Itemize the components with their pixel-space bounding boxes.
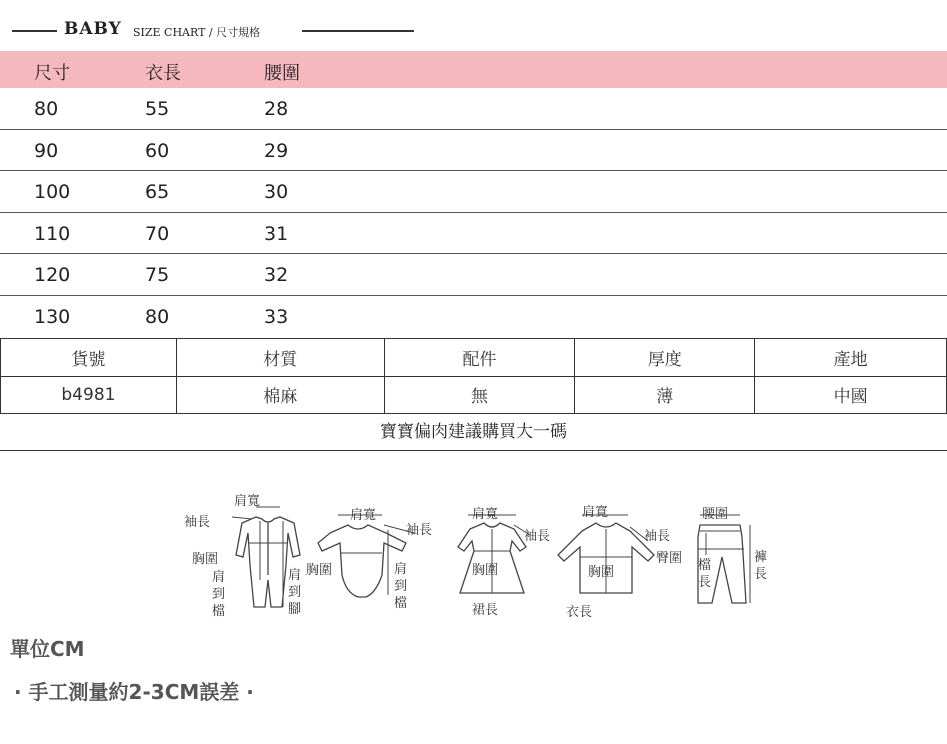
info-header-origin: 產地 xyxy=(755,339,947,377)
cell-waist: 33 xyxy=(264,305,289,328)
bodysuit-chest-label: 胸圍 xyxy=(306,563,333,578)
top-sleeve-label: 袖長 xyxy=(644,529,671,544)
col-waist: 腰圍 xyxy=(264,63,300,84)
info-item-no: b4981 xyxy=(1,376,177,414)
info-header-thickness: 厚度 xyxy=(575,339,755,377)
dress-skirt-label: 裙長 xyxy=(472,603,499,618)
cell-length: 80 xyxy=(145,305,170,328)
pants-length-label: 褲長 xyxy=(754,550,768,582)
romper-shoulder-crotch-label: 肩到檔 xyxy=(212,570,226,619)
info-header-row xyxy=(1,339,947,377)
info-thickness: 薄 xyxy=(575,376,755,414)
top-length-label: 衣長 xyxy=(566,605,593,620)
romper-shoulder-label: 肩寬 xyxy=(234,494,261,509)
table-row xyxy=(0,171,947,213)
pants-rise-label: 檔長 xyxy=(698,558,712,590)
bodysuit-sleeve-label: 袖長 xyxy=(406,523,433,538)
col-length: 衣長 xyxy=(145,63,181,84)
unit-label: 單位CM xyxy=(10,637,85,661)
cell-length: 60 xyxy=(145,139,170,162)
bodysuit-shoulder-label: 肩寬 xyxy=(350,508,377,523)
cell-waist: 29 xyxy=(264,139,289,162)
table-row xyxy=(0,213,947,255)
info-header-accessories: 配件 xyxy=(384,339,575,377)
size-chart-header xyxy=(10,14,430,46)
measurement-diagrams xyxy=(170,485,790,630)
cell-waist: 30 xyxy=(264,181,289,203)
dress-shoulder-label: 肩寬 xyxy=(472,507,499,522)
product-info-table xyxy=(0,338,947,414)
size-advice-note: 寶寶偏肉建議購買大一碼 xyxy=(0,413,947,451)
info-header-item-no: 貨號 xyxy=(1,339,177,377)
table-row xyxy=(0,296,947,338)
cell-waist: 31 xyxy=(264,222,289,245)
romper-shoulder-foot-label: 肩到腳 xyxy=(288,568,302,617)
brand-title: BABY xyxy=(64,19,122,39)
table-row xyxy=(0,88,947,130)
dress-sketch xyxy=(458,515,530,593)
size-table-header xyxy=(0,51,947,88)
cell-size: 90 xyxy=(34,139,59,162)
cell-size: 110 xyxy=(34,222,71,245)
cell-length: 75 xyxy=(145,264,170,286)
header-subtitle: SIZE CHART / 尺寸規格 xyxy=(133,26,261,39)
size-table xyxy=(0,51,947,337)
cell-waist: 28 xyxy=(264,98,289,120)
info-origin: 中國 xyxy=(755,376,947,414)
cell-length: 65 xyxy=(145,181,170,203)
info-material: 棉麻 xyxy=(176,376,384,414)
cell-size: 80 xyxy=(34,98,59,120)
info-value-row xyxy=(1,376,947,414)
measurement-error-note: · 手工測量約2-3CM誤差 · xyxy=(14,680,254,704)
cell-length: 70 xyxy=(145,222,170,245)
pants-hip-label: 臀圍 xyxy=(656,551,683,566)
cell-size: 130 xyxy=(34,305,71,328)
romper-sleeve-label: 袖長 xyxy=(184,515,211,530)
cell-size: 120 xyxy=(34,264,71,286)
cell-waist: 32 xyxy=(264,264,289,286)
dress-sleeve-label: 袖長 xyxy=(524,529,551,544)
pants-waist-label: 腰圍 xyxy=(702,507,729,522)
col-size: 尺寸 xyxy=(34,63,70,84)
table-row xyxy=(0,130,947,172)
header-rule-left xyxy=(12,30,57,32)
header-rule-right xyxy=(302,30,414,32)
table-row xyxy=(0,254,947,296)
dress-chest-label: 胸圍 xyxy=(472,563,499,578)
romper-chest-label: 胸圍 xyxy=(192,552,219,567)
bodysuit-shoulder-crotch-label: 肩到檔 xyxy=(394,562,408,611)
top-shoulder-label: 肩寬 xyxy=(582,505,609,520)
cell-size: 100 xyxy=(34,181,71,203)
info-accessories: 無 xyxy=(384,376,575,414)
info-header-material: 材質 xyxy=(176,339,384,377)
cell-length: 55 xyxy=(145,98,170,120)
top-chest-label: 胸圍 xyxy=(588,565,615,580)
top-sketch xyxy=(558,515,654,593)
